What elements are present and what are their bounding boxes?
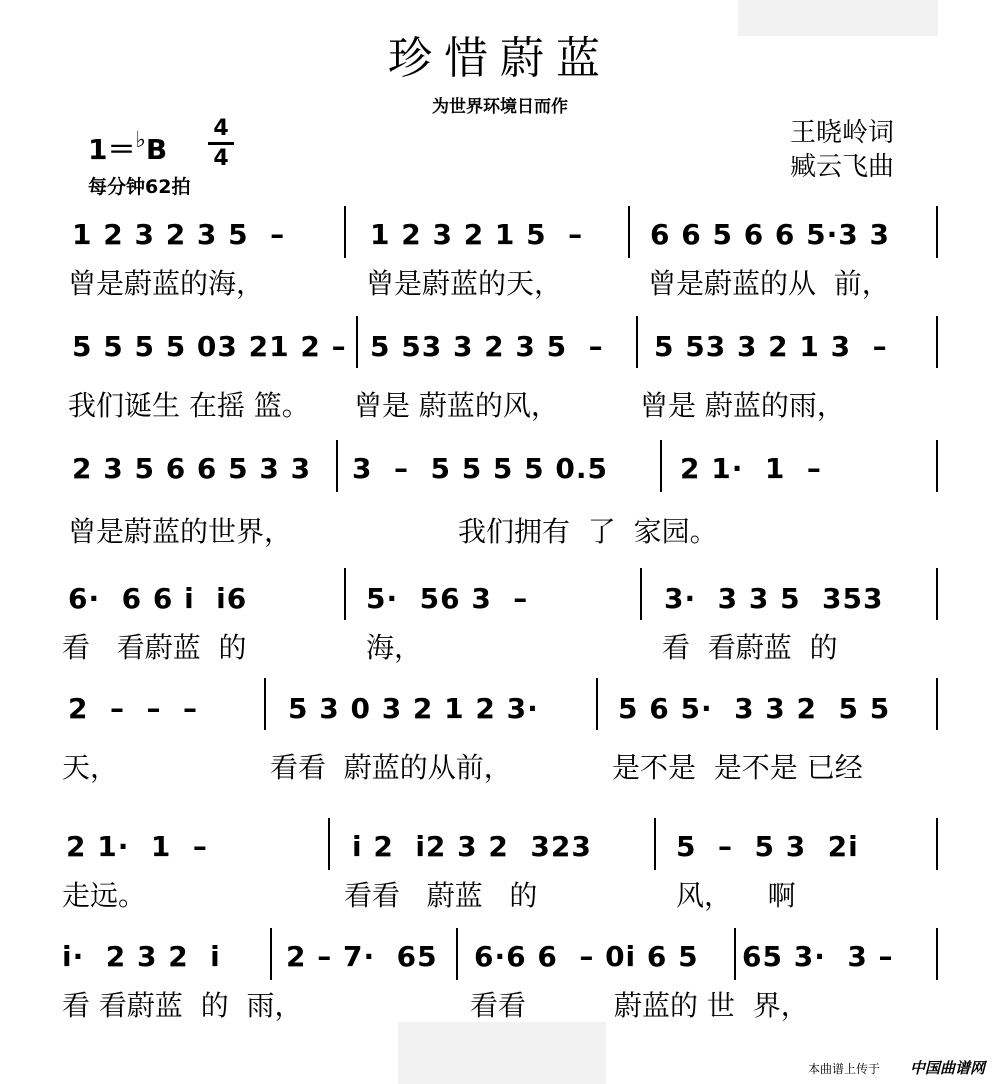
barline — [456, 928, 458, 980]
lyric-line: 我们拥有 了 家园。 — [458, 515, 718, 548]
lyric-line: 看 看蔚蓝 的 — [62, 631, 247, 664]
barline — [328, 818, 330, 870]
measure: 1 2 3 2 3 5 – — [72, 218, 286, 251]
lyric-line: 天， — [62, 751, 119, 784]
barline — [936, 316, 938, 368]
measure: 65 3· 3 – — [742, 940, 894, 973]
barline — [936, 440, 938, 492]
barline — [270, 928, 272, 980]
measure: 2 1· 1 – — [66, 830, 208, 863]
measure: 6 6 5 6 6 5·3 3 — [650, 218, 890, 251]
barline — [936, 818, 938, 870]
barline — [264, 678, 266, 730]
measure: 2 1· 1 – — [680, 452, 822, 485]
tempo-marking: 每分钟62拍 — [88, 176, 191, 198]
barline — [636, 316, 638, 368]
lyric-line: 看 看蔚蓝 的 雨， — [62, 989, 303, 1022]
barline — [936, 928, 938, 980]
lyric-line: 走远。 — [62, 879, 147, 912]
site-logo: 中国曲谱网 — [910, 1059, 986, 1077]
measure: 5 3 0 3 2 1 2 3· — [288, 692, 539, 725]
key-prefix: 1＝ — [88, 133, 136, 166]
measure: 1 2 3 2 1 5 – — [370, 218, 584, 251]
song-subtitle: 为世界环境日而作 — [432, 97, 568, 117]
lyric-line: 曾是蔚蓝的天， — [366, 267, 563, 300]
barline — [336, 440, 338, 492]
barline — [344, 568, 346, 620]
measure: i· 2 3 2 i — [62, 940, 221, 973]
watermark-bottom — [398, 1022, 606, 1084]
lyric-line: 海， — [366, 631, 423, 664]
measure: 6· 6 6 i i6 — [68, 582, 248, 615]
barline — [640, 568, 642, 620]
measure: 5· 56 3 – — [366, 582, 529, 615]
measure: i 2 i2 3 2 323 — [352, 830, 592, 863]
measure: 2 – – – — [68, 692, 198, 725]
measure: 2 3 5 6 6 5 3 3 — [72, 452, 312, 485]
lyricist-credit: 王晓岭词 — [790, 118, 895, 148]
lyric-line: 曾是蔚蓝的海， — [68, 267, 265, 300]
barline — [628, 206, 630, 258]
barline — [596, 678, 598, 730]
key-note: B — [145, 133, 168, 166]
key-signature — [88, 128, 167, 168]
time-bottom: 4 — [213, 146, 229, 171]
time-top: 4 — [213, 116, 229, 141]
lyric-line: 曾是蔚蓝的世界， — [68, 515, 293, 548]
measure: 2 – 7· 65 — [286, 940, 438, 973]
barline — [936, 206, 938, 258]
uploader-note: 本曲谱上传于 — [808, 1062, 881, 1076]
composer-credit: 臧云飞曲 — [790, 152, 895, 182]
lyric-line: 曾是蔚蓝的从 前， — [648, 267, 890, 300]
lyric-line: 看看 蔚蓝的从前， — [270, 751, 512, 784]
lyric-line: 曾是 蔚蓝的风， — [354, 389, 559, 422]
lyric-line: 蔚蓝的 世 界， — [614, 989, 809, 1022]
measure: 5 53 3 2 1 3 – — [654, 330, 888, 363]
measure: 5 53 3 2 3 5 – — [370, 330, 604, 363]
lyric-line: 看看 蔚蓝 的 — [344, 879, 538, 912]
measure: 5 – 5 3 2i — [676, 830, 859, 863]
measure: 3 – 5 5 5 5 0.5 — [352, 452, 608, 485]
lyric-line: 看 看蔚蓝 的 — [662, 631, 838, 664]
song-title: 珍惜蔚蓝 — [388, 33, 612, 84]
barline — [936, 568, 938, 620]
flat-sign: ♭ — [135, 128, 146, 153]
barline — [344, 206, 346, 258]
measure: 3· 3 3 5 353 — [664, 582, 884, 615]
time-signature — [208, 116, 234, 171]
barline — [734, 928, 736, 980]
barline — [356, 316, 358, 368]
measure: 6·6 6 – 0i 6 5 — [474, 940, 699, 973]
barline — [936, 678, 938, 730]
lyric-line: 风， 啊 — [676, 879, 796, 912]
lyric-line: 是不是 是不是 已经 — [612, 751, 863, 784]
measure: 5 6 5· 3 3 2 5 5 — [618, 692, 891, 725]
lyric-line: 我们诞生 在摇 篮。 — [68, 389, 310, 422]
lyric-line: 看看 — [470, 989, 527, 1022]
barline — [660, 440, 662, 492]
time-divider — [208, 142, 234, 145]
lyric-line: 曾是 蔚蓝的雨， — [640, 389, 845, 422]
barline — [654, 818, 656, 870]
measure: 5 5 5 5 03 21 2 – — [72, 330, 347, 363]
